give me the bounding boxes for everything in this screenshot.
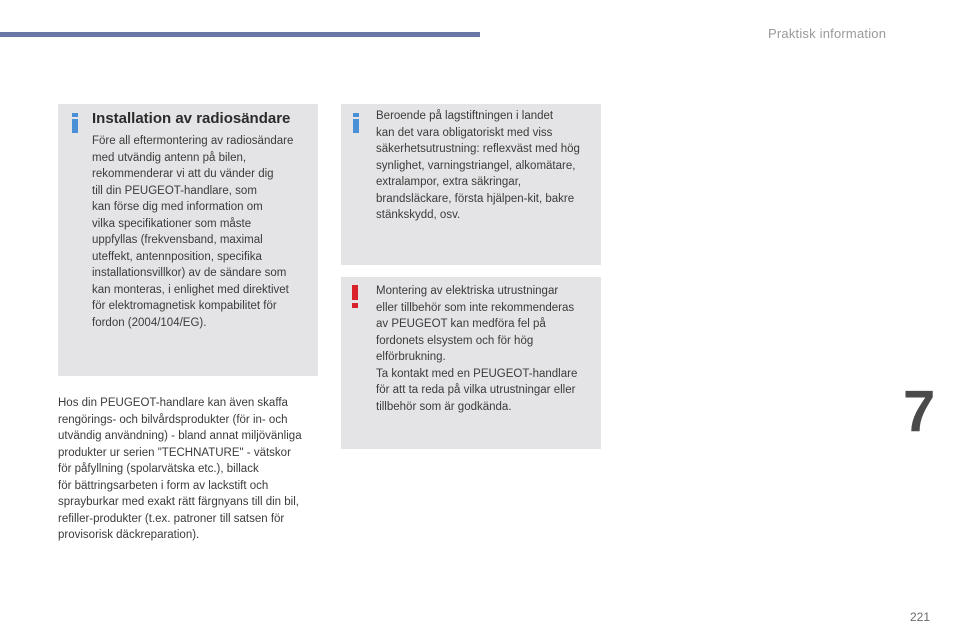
exclamation-icon: [351, 285, 361, 309]
chapter-number: 7: [903, 379, 936, 444]
header-accent-bar: [0, 32, 480, 37]
safety-equipment-text: Beroende på lagstiftningen i landet kan det vara obligatoriskt med viss säkerhetsutrustning: reflexväst med hög synlighet, varningstriangel, alkomätare, extralampor, extra säkringar, brandsläckare, första hjälpen-kit, bakre stänkskydd, osv.: [376, 110, 580, 221]
body-paragraph: Hos din PEUGEOT-handlare kan även skaffa rengörings- och bilvårdsprodukter (för in- och utvändig användning) - bland annat miljövänliga produkter ur serien "TECHNATURE" - vätskor för påfyllning (spolarvätska etc.), billack för bättringsarbeten i form av lackstift och sprayburkar med exakt rätt färgnyans till din bil, refiller-produkter (t.ex. patroner till satsen för provisorisk däckreparation).: [58, 397, 302, 541]
page-number: 221: [910, 610, 931, 624]
section-header: Praktisk information: [768, 26, 887, 41]
radio-box-title: Installation av radiosändare: [92, 110, 291, 127]
radio-box-text: Före all eftermontering av radiosändare med utvändig antenn på bilen, rekommenderar vi att du vänder dig till din PEUGEOT-handlare, som kan förse dig med information om vilka specifikationer som måste uppfyllas (frekvensband, maximal uteffekt, antennposition, specifika installationsvillkor) av de sändare som kan monteras, i enlighet med direktivet för elektromagnetisk kompabilitet för fordon (2004/104/EG).: [92, 135, 294, 329]
info-icon: [71, 113, 81, 135]
info-icon: [352, 113, 362, 135]
electrical-warning-text: Montering av elektriska utrustningar eller tillbehör som inte rekommenderas av PEUGEOT kan medföra fel på fordonets elsystem och för hög elförbrukning. Ta kontakt med en PEUGEOT-handlare för att ta reda på vilka utrustningar eller tillbehör som är godkända.: [376, 285, 578, 413]
